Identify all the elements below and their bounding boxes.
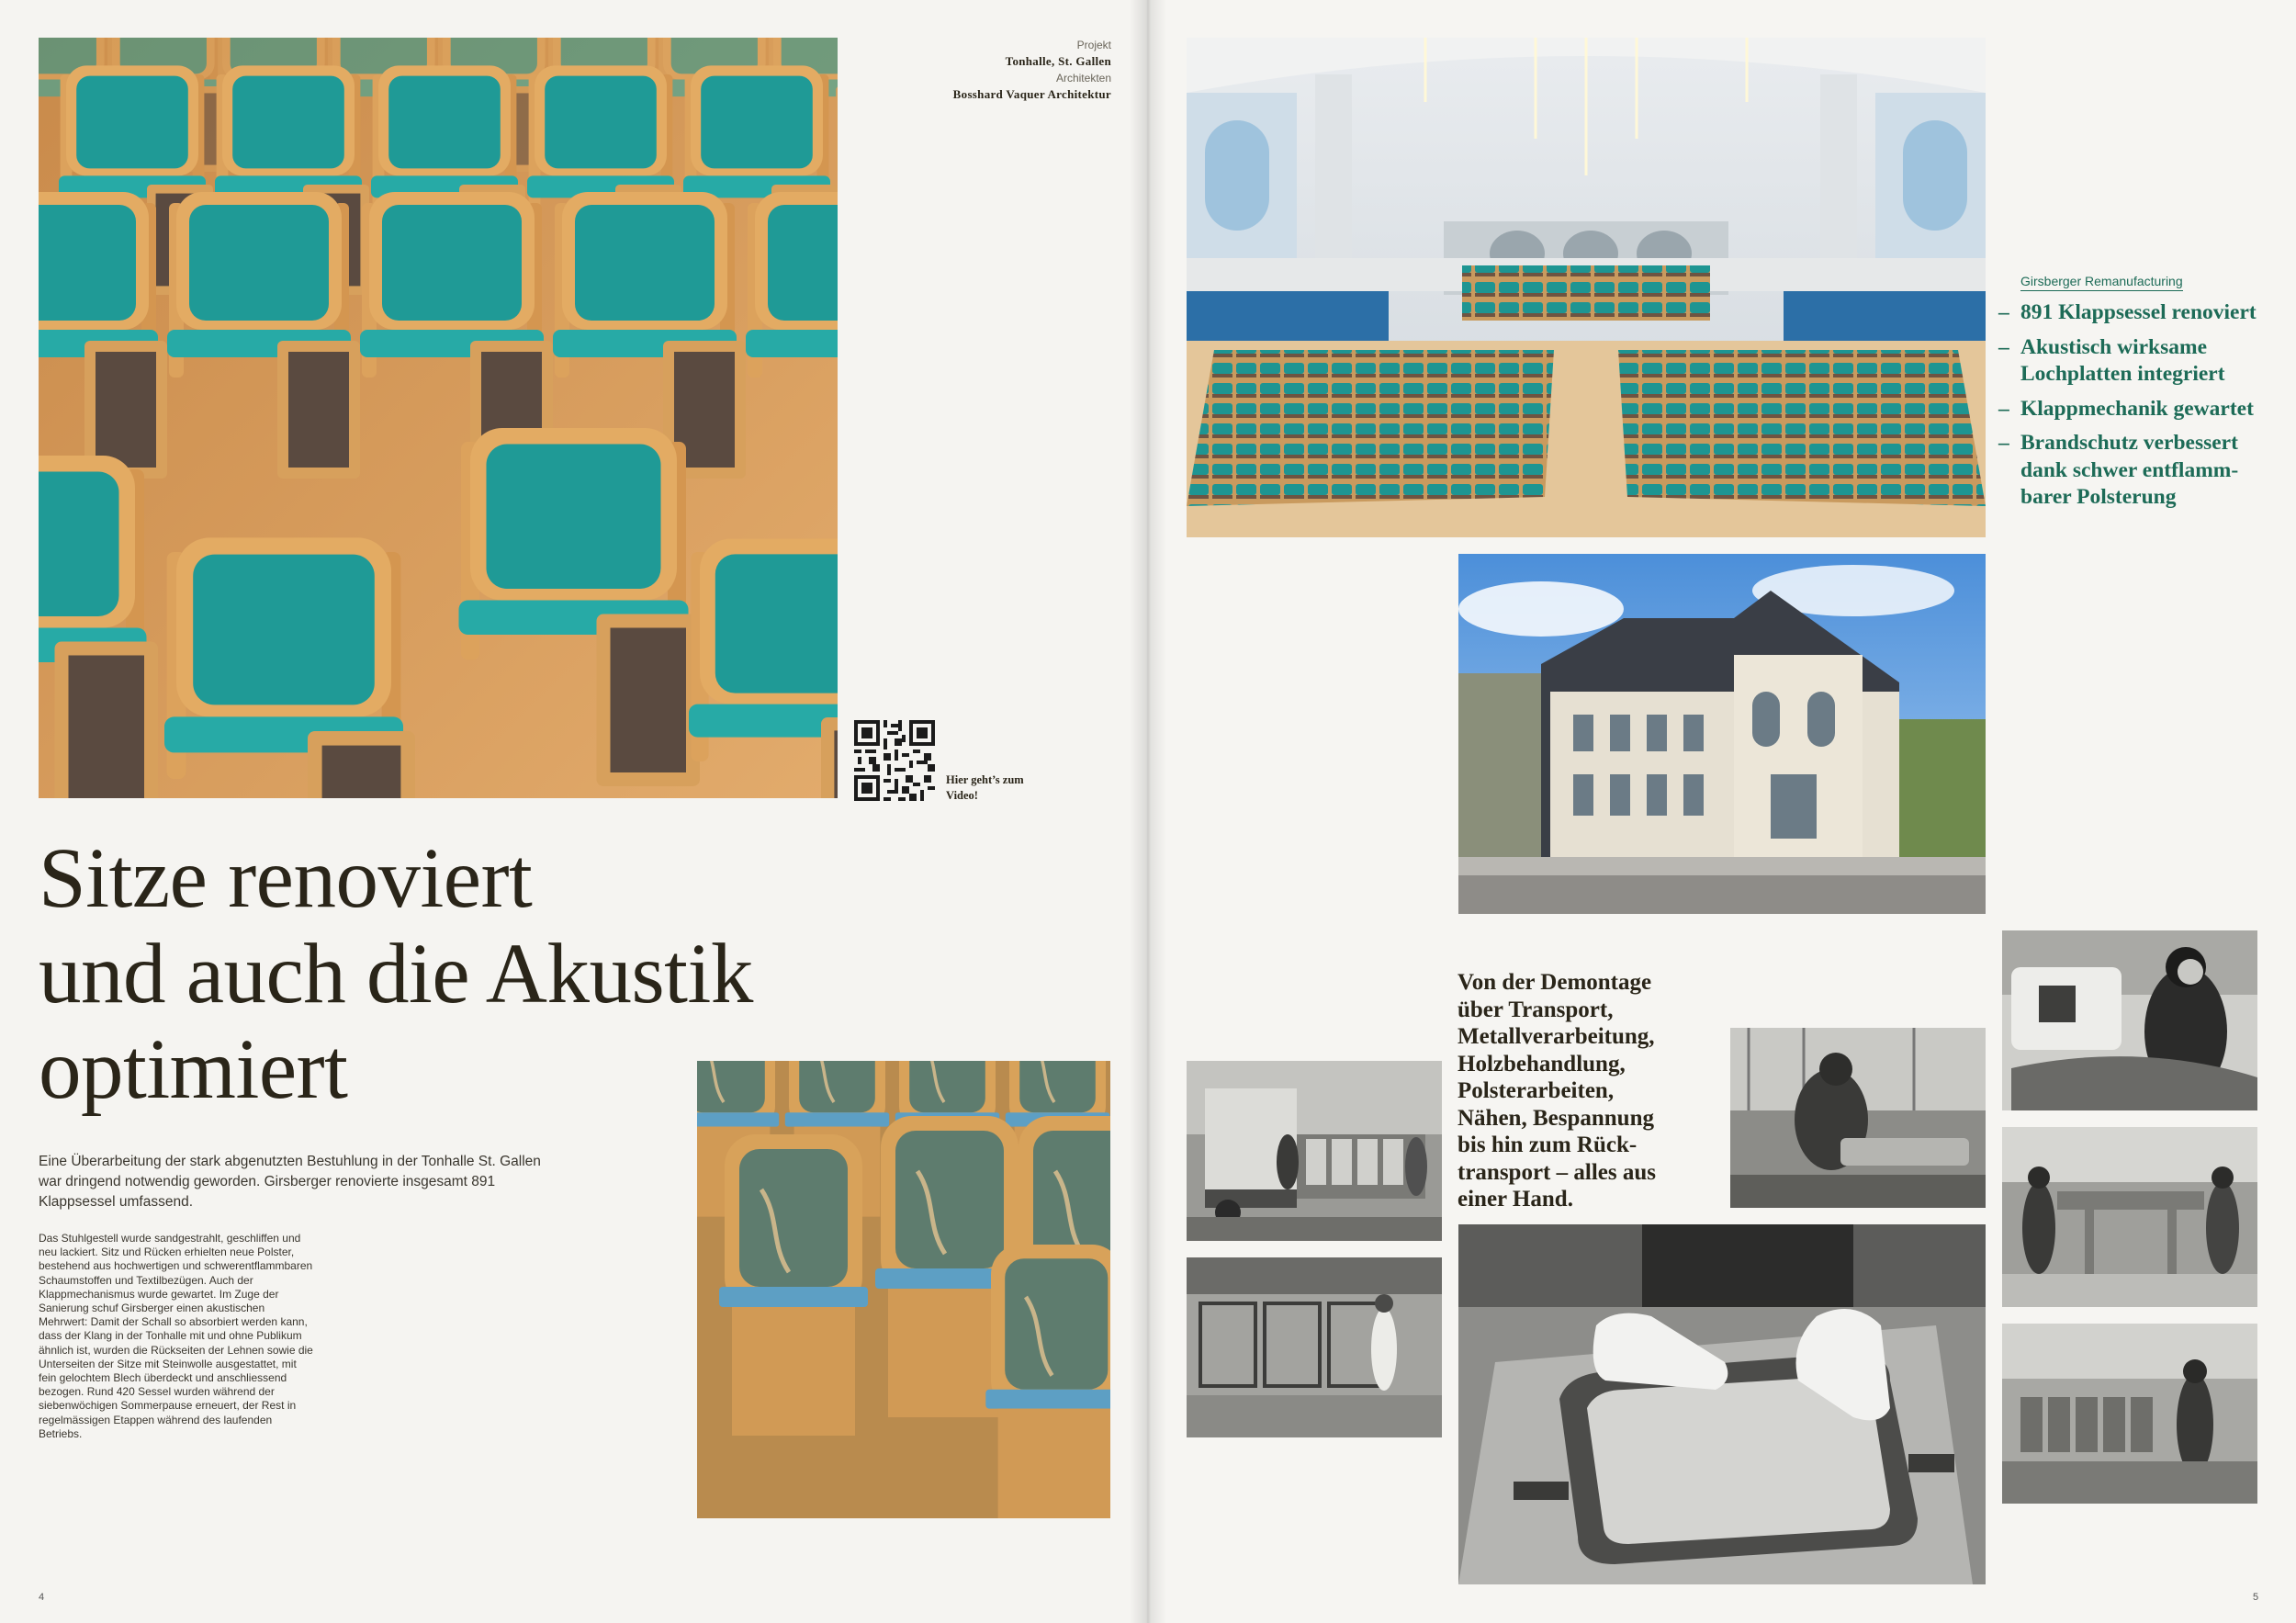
list-item: – 891 Klappsessel renoviert xyxy=(1998,300,2257,324)
highlights-list xyxy=(1998,299,2274,519)
pull-quote: Von der Demontage über Transport, Metallverarbeitung, Holzbehandlung, Polsterarbeiten, Nähen, Bespannung bis hin zum Rücktransport – alles aus einer Hand. xyxy=(1458,970,1656,1212)
project-label: Projekt xyxy=(1076,39,1111,51)
book-gutter xyxy=(1130,0,1166,1623)
bullet-text: Klappmechanik gewartet xyxy=(2020,396,2254,421)
photo-old-chairs xyxy=(697,1061,1110,1518)
list-item: – Klappmechanik gewartet xyxy=(1998,396,2254,421)
bullet-text: Akustisch wirksame Lochplatten integriert xyxy=(2020,334,2225,386)
page-number-left: 4 xyxy=(39,1592,45,1603)
architects-value: Bosshard Vaquer Architektur xyxy=(952,87,1111,101)
photo-bw-upholstery-hands xyxy=(1458,1224,1986,1584)
photo-bw-metal-grinding xyxy=(1730,1028,1986,1208)
page-number-right: 5 xyxy=(2253,1592,2259,1603)
photo-bw-assembly-workers xyxy=(2002,1127,2257,1307)
list-item: – Brandschutz verbessert dank schwer entflammbarer Polsterung xyxy=(1998,431,2239,509)
headline-line-1: Sitze renoviert xyxy=(39,831,533,926)
architects-label: Architekten xyxy=(1055,72,1111,85)
photo-bw-chair-rows xyxy=(2002,1324,2257,1504)
photo-teal-chairs xyxy=(39,38,838,798)
headline-line-3: optimiert xyxy=(39,1022,348,1117)
photo-bw-sewing xyxy=(2002,930,2257,1110)
headline-line-2: und auch die Akustik xyxy=(39,927,753,1021)
qr-code-icon[interactable] xyxy=(854,720,935,801)
photo-concert-hall xyxy=(1187,38,1986,537)
photo-bw-truck-unloading xyxy=(1187,1061,1442,1241)
sidebar-label: Girsberger Remanufacturing xyxy=(2020,274,2183,291)
body-text: Das Stuhlgestell wurde sandgestrahlt, geschliffen und neu lackiert. Sitz und Rücken erhielten neue Polster, bestehend aus hochwertigen und schwerentflammbaren Schaumstoffen und Textilbezügen. Auch der Klappmechanismus wurde gewartet. Im Zuge der Sanierung schuf Girsberger einen akustischen Mehrwert: Damit der Schall so absorbiert werden kann, dass der Klang in der Tonhalle mit und ohne Publikum ähnlich ist, wurden die Rückseiten der Lehnen sowie die Unterseiten der Sitze mit Steinwolle ausgestattet, mit fein gelochtem Blech überdeckt und anschliessend bezogen. Rund 420 Sessel wurden während der siebenwöchigen Sommerpause erneuert, der Rest in regelmässigen Etappen während des laufenden Betriebs. xyxy=(39,1232,313,1440)
bullet-text: Brandschutz verbessert dank schwer entflammbarer Polsterung xyxy=(2020,431,2239,509)
lead-paragraph: Eine Überarbeitung der stark abgenutzten Bestuhlung in der Tonhalle St. Gallen war dringend notwendig geworden. Girsberger renovierte insgesamt 891 Klappsessel umfassend. xyxy=(39,1154,541,1210)
project-meta xyxy=(882,37,1111,103)
project-value: Tonhalle, St. Gallen xyxy=(1005,54,1111,68)
list-item: – Akustisch wirksame Lochplatten integriert xyxy=(1998,334,2225,386)
bullet-text: 891 Klappsessel renoviert xyxy=(2020,300,2257,324)
photo-bw-spray-painting xyxy=(1187,1257,1442,1437)
qr-caption: Hier geht’s zum Video! xyxy=(946,773,1024,802)
photo-tonhalle-exterior xyxy=(1458,554,1986,914)
